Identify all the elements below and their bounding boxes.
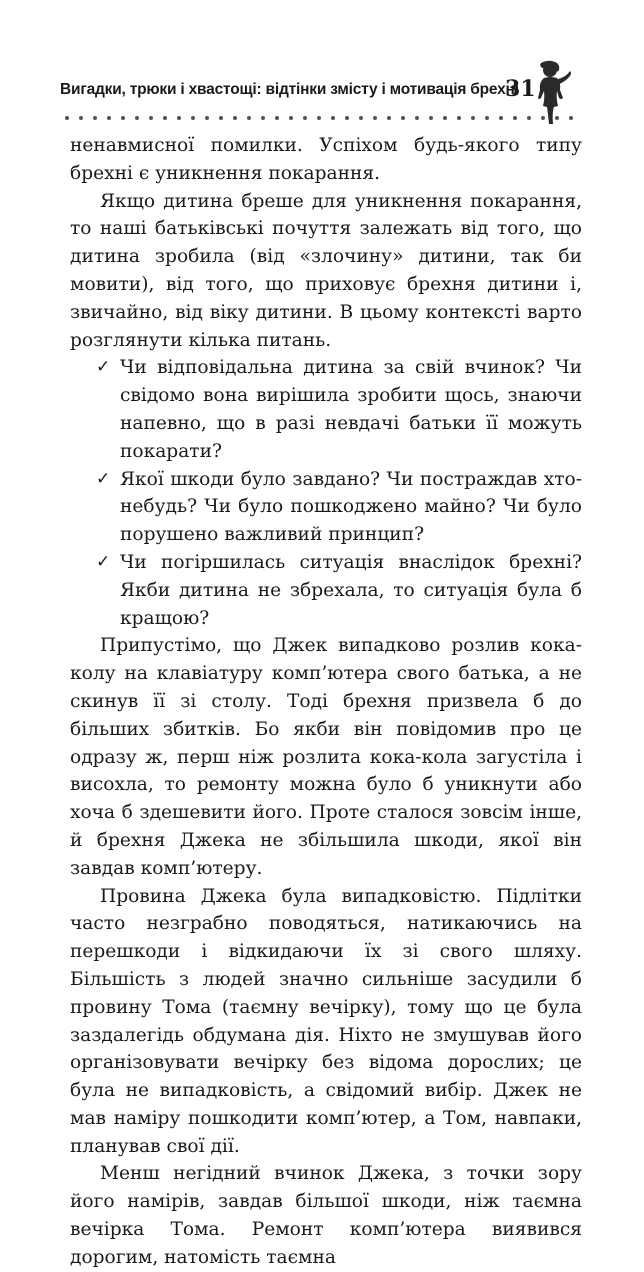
page-body xyxy=(70,132,582,1272)
check-mark-icon: ✓ xyxy=(96,551,111,572)
page-number: 31 xyxy=(505,76,536,102)
check-mark-icon: ✓ xyxy=(96,357,111,378)
list-item xyxy=(96,466,582,549)
list-item xyxy=(96,354,582,465)
page-header xyxy=(0,0,644,130)
paragraph-3: Припустімо, що Джек випадково розлив кока-колу на клавіатуру комп’ютера свого батька, а не скинув її зі столу. Тоді брехня призвела б до більших збитків. Бо якби він повідомив про це одразу ж, перш ніж розлита кока-кола загустіла і висохла, то ремонту можна було б уникнути або хоча б здешевити його. Проте сталося зовсім інше, й брехня Джека не збільшила шкоди, якої він завдав комп’ютеру. xyxy=(70,635,582,879)
check-mark-icon: ✓ xyxy=(96,468,111,489)
list-item xyxy=(96,549,582,632)
list-item-text: Чи погіршилась ситуація внаслідок брехні? Якби дитина не збрехала, то ситуація була б кращою? xyxy=(120,551,582,629)
paragraph-1: ненавмисної помилки. Успіхом будь-якого типу брехні є уникнення покарання. xyxy=(70,135,582,184)
paragraph-4: Провина Джека була випадковістю. Підлітки часто незграбно поводяться, натикаючись на перешкоди і відкидаючи їх зі свого шляху. Більшість з людей значно сильніше засудили б провину Тома (таємну вечірку), тому що це була заздалегідь обдумана дія. Ніхто не змушував його організовувати вечірку без відома дорослих; це була не випадковість, а свідомий вибір. Джек не мав наміру пошкодити комп’ютер, а Том, навпаки, планував свої дії. xyxy=(70,885,582,1157)
dotted-separator xyxy=(64,114,584,122)
paragraph-5: Менш негідний вчинок Джека, з точки зору його намірів, завдав більшої шкоди, ніж таємна вечірка Тома. Ремонт комп’ютера виявився дорогим, натомість таємна xyxy=(70,1163,582,1268)
running-title: Вигадки, трюки і хвастощі: відтінки змісту і мотивація брехні xyxy=(60,81,519,98)
question-list xyxy=(70,354,582,632)
list-item-text: Чи відповідальна дитина за свій вчинок? Чи свідомо вона вирішила зробити щось, знаючи напевно, що в разі невдачі батьки її можуть покарати? xyxy=(120,357,582,462)
paragraph-2: Якщо дитина бреше для уникнення покарання, то наші батьківські почуття залежать від того, що дитина зробила (від «злочину» дитини, так би мовити), від того, що приховує брехня дитини і, звичайно, від віку дитини. В цьому контексті варто розглянути кілька питань. xyxy=(70,190,582,351)
list-item-text: Якої шкоди було завдано? Чи постраждав хто-небудь? Чи було пошкоджено майно? Чи було порушено важливий принцип? xyxy=(120,468,582,546)
